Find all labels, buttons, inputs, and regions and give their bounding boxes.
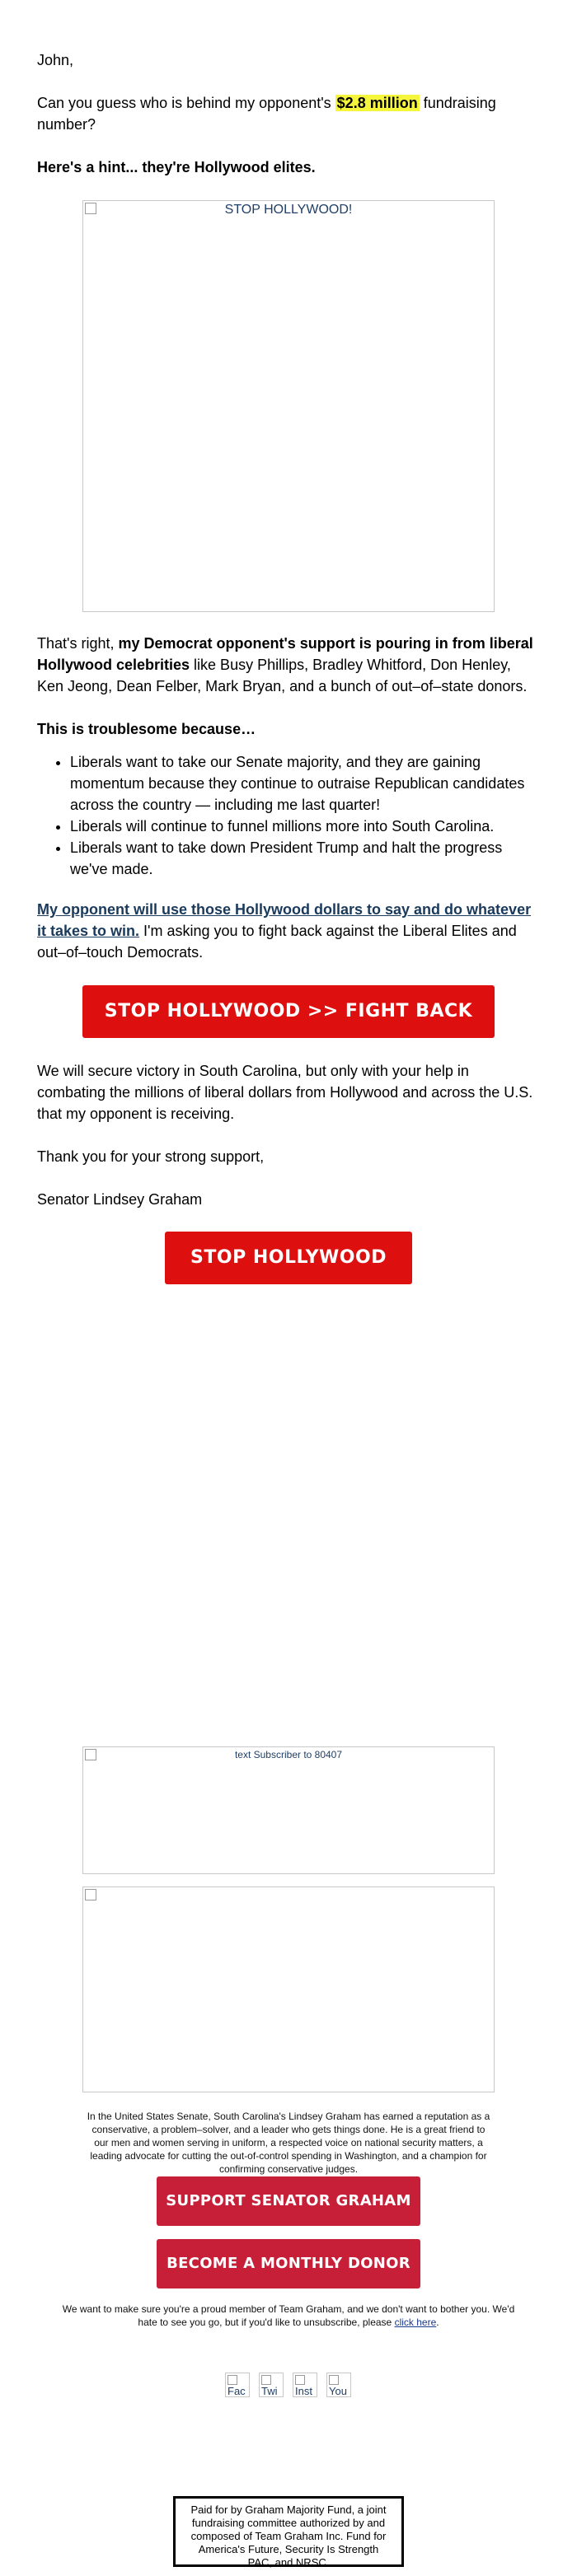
broken-image-icon <box>295 2375 305 2385</box>
victory-paragraph: We will secure victory in South Carolina, but only with your help in combating the millions of liberal dollars from Hollywood and across the U.S. that my opponent is receiving. <box>37 1063 533 1122</box>
intro-after: fundraising number? <box>37 95 496 133</box>
troublesome-heading: This is troublesome because… <box>37 721 256 737</box>
youtube-icon[interactable] <box>326 2373 351 2397</box>
support-after: like Busy Phillips, Bradley Whitford, Don Henley, Ken Jeong, Dean Felber, Mark Bryan, and a bunch of out–of–state donors. <box>37 657 528 694</box>
reasons-list <box>37 751 540 880</box>
broken-image-icon <box>261 2375 271 2385</box>
bio-paragraph: In the United States Senate, South Carolina's Lindsey Graham has earned a reputation as a conservative, a problem–solver, and a leader who gets things done. He is a great friend to our men and women serving in uniform, a respected voice on national security matters, a leading advocate for cutting the out-of-control spending in Washington, and a champion for confirming conservative judges. <box>87 2111 490 2175</box>
support-bold: my Democrat opponent's support is pouring in from liberal Hollywood celebrities <box>37 635 533 673</box>
unsubscribe-link[interactable]: click here <box>394 2317 437 2328</box>
amount-highlight: $2.8 million <box>336 95 418 111</box>
intro-before: Can you guess who is behind my opponent's <box>37 95 335 111</box>
thanks-line: Thank you for your strong support, <box>37 1148 265 1165</box>
broken-image-icon <box>228 2375 237 2385</box>
opponent-after: I'm asking you to fight back against the Liberal Elites and out–of–touch Democrats. <box>37 923 517 961</box>
facebook-icon[interactable] <box>225 2373 250 2397</box>
stop-hollywood-button[interactable]: STOP HOLLYWOOD <box>165 1232 412 1284</box>
twitter-alt: Twi <box>261 2385 278 2397</box>
signature: Senator Lindsey Graham <box>37 1191 203 1208</box>
stop-hollywood-fight-back-button[interactable]: STOP HOLLYWOOD >> FIGHT BACK <box>82 985 495 1038</box>
instagram-icon[interactable] <box>293 2373 317 2397</box>
support-senator-graham-button[interactable]: SUPPORT SENATOR GRAHAM <box>157 2176 420 2226</box>
hero-image-alt: STOP HOLLYWOOD! <box>224 203 353 217</box>
greeting: John, <box>37 52 74 68</box>
unsubscribe-text: We want to make sure you're a proud member of Team Graham, and we don't want to bother you. We'd hate to see you go, but if you'd like to unsubscribe, please <box>62 2303 515 2328</box>
opponent-link[interactable]: My opponent will use those Hollywood dollars to say and do whatever it takes to win. <box>37 901 532 939</box>
broken-image-icon <box>85 1889 96 1900</box>
text-subscribe-image[interactable] <box>82 1746 495 1874</box>
paid-for-disclaimer: Paid for by Graham Majority Fund, a joint fundraising committee authorized by and composed of Team Graham Inc. Fund for America's Future, Security Is Strength PAC, and NRSC. <box>173 2496 404 2567</box>
instagram-alt: Inst <box>295 2385 312 2397</box>
support-paragraph <box>37 633 540 697</box>
twitter-icon[interactable] <box>259 2373 284 2397</box>
opponent-paragraph <box>37 899 540 963</box>
candidate-image <box>82 1886 495 2092</box>
text-subscribe-alt: text Subscriber to 80407 <box>234 1749 343 1760</box>
broken-image-icon <box>85 203 96 214</box>
hint-heading: Here's a hint... they're Hollywood elites. <box>37 159 316 175</box>
broken-image-icon <box>329 2375 339 2385</box>
unsubscribe-paragraph <box>58 2303 519 2329</box>
unsubscribe-after: . <box>436 2317 439 2328</box>
monthly-donor-button[interactable]: BECOME A MONTHLY DONOR <box>157 2239 420 2288</box>
intro-paragraph <box>37 92 540 135</box>
hero-image[interactable] <box>82 200 495 612</box>
support-before: That's right, <box>37 635 119 652</box>
list-item: • Liberals want to take down President Trump and halt the progress we've made. <box>70 837 540 880</box>
youtube-alt: You <box>329 2385 347 2397</box>
list-item: • Liberals want to take our Senate majority, and they are gaining momentum because they continue to outraise Republican candidates across the country — including me last quarter! <box>70 751 540 816</box>
broken-image-icon <box>85 1749 96 1760</box>
facebook-alt: Fac <box>228 2385 246 2397</box>
list-item: • Liberals will continue to funnel millions more into South Carolina. <box>70 816 540 837</box>
